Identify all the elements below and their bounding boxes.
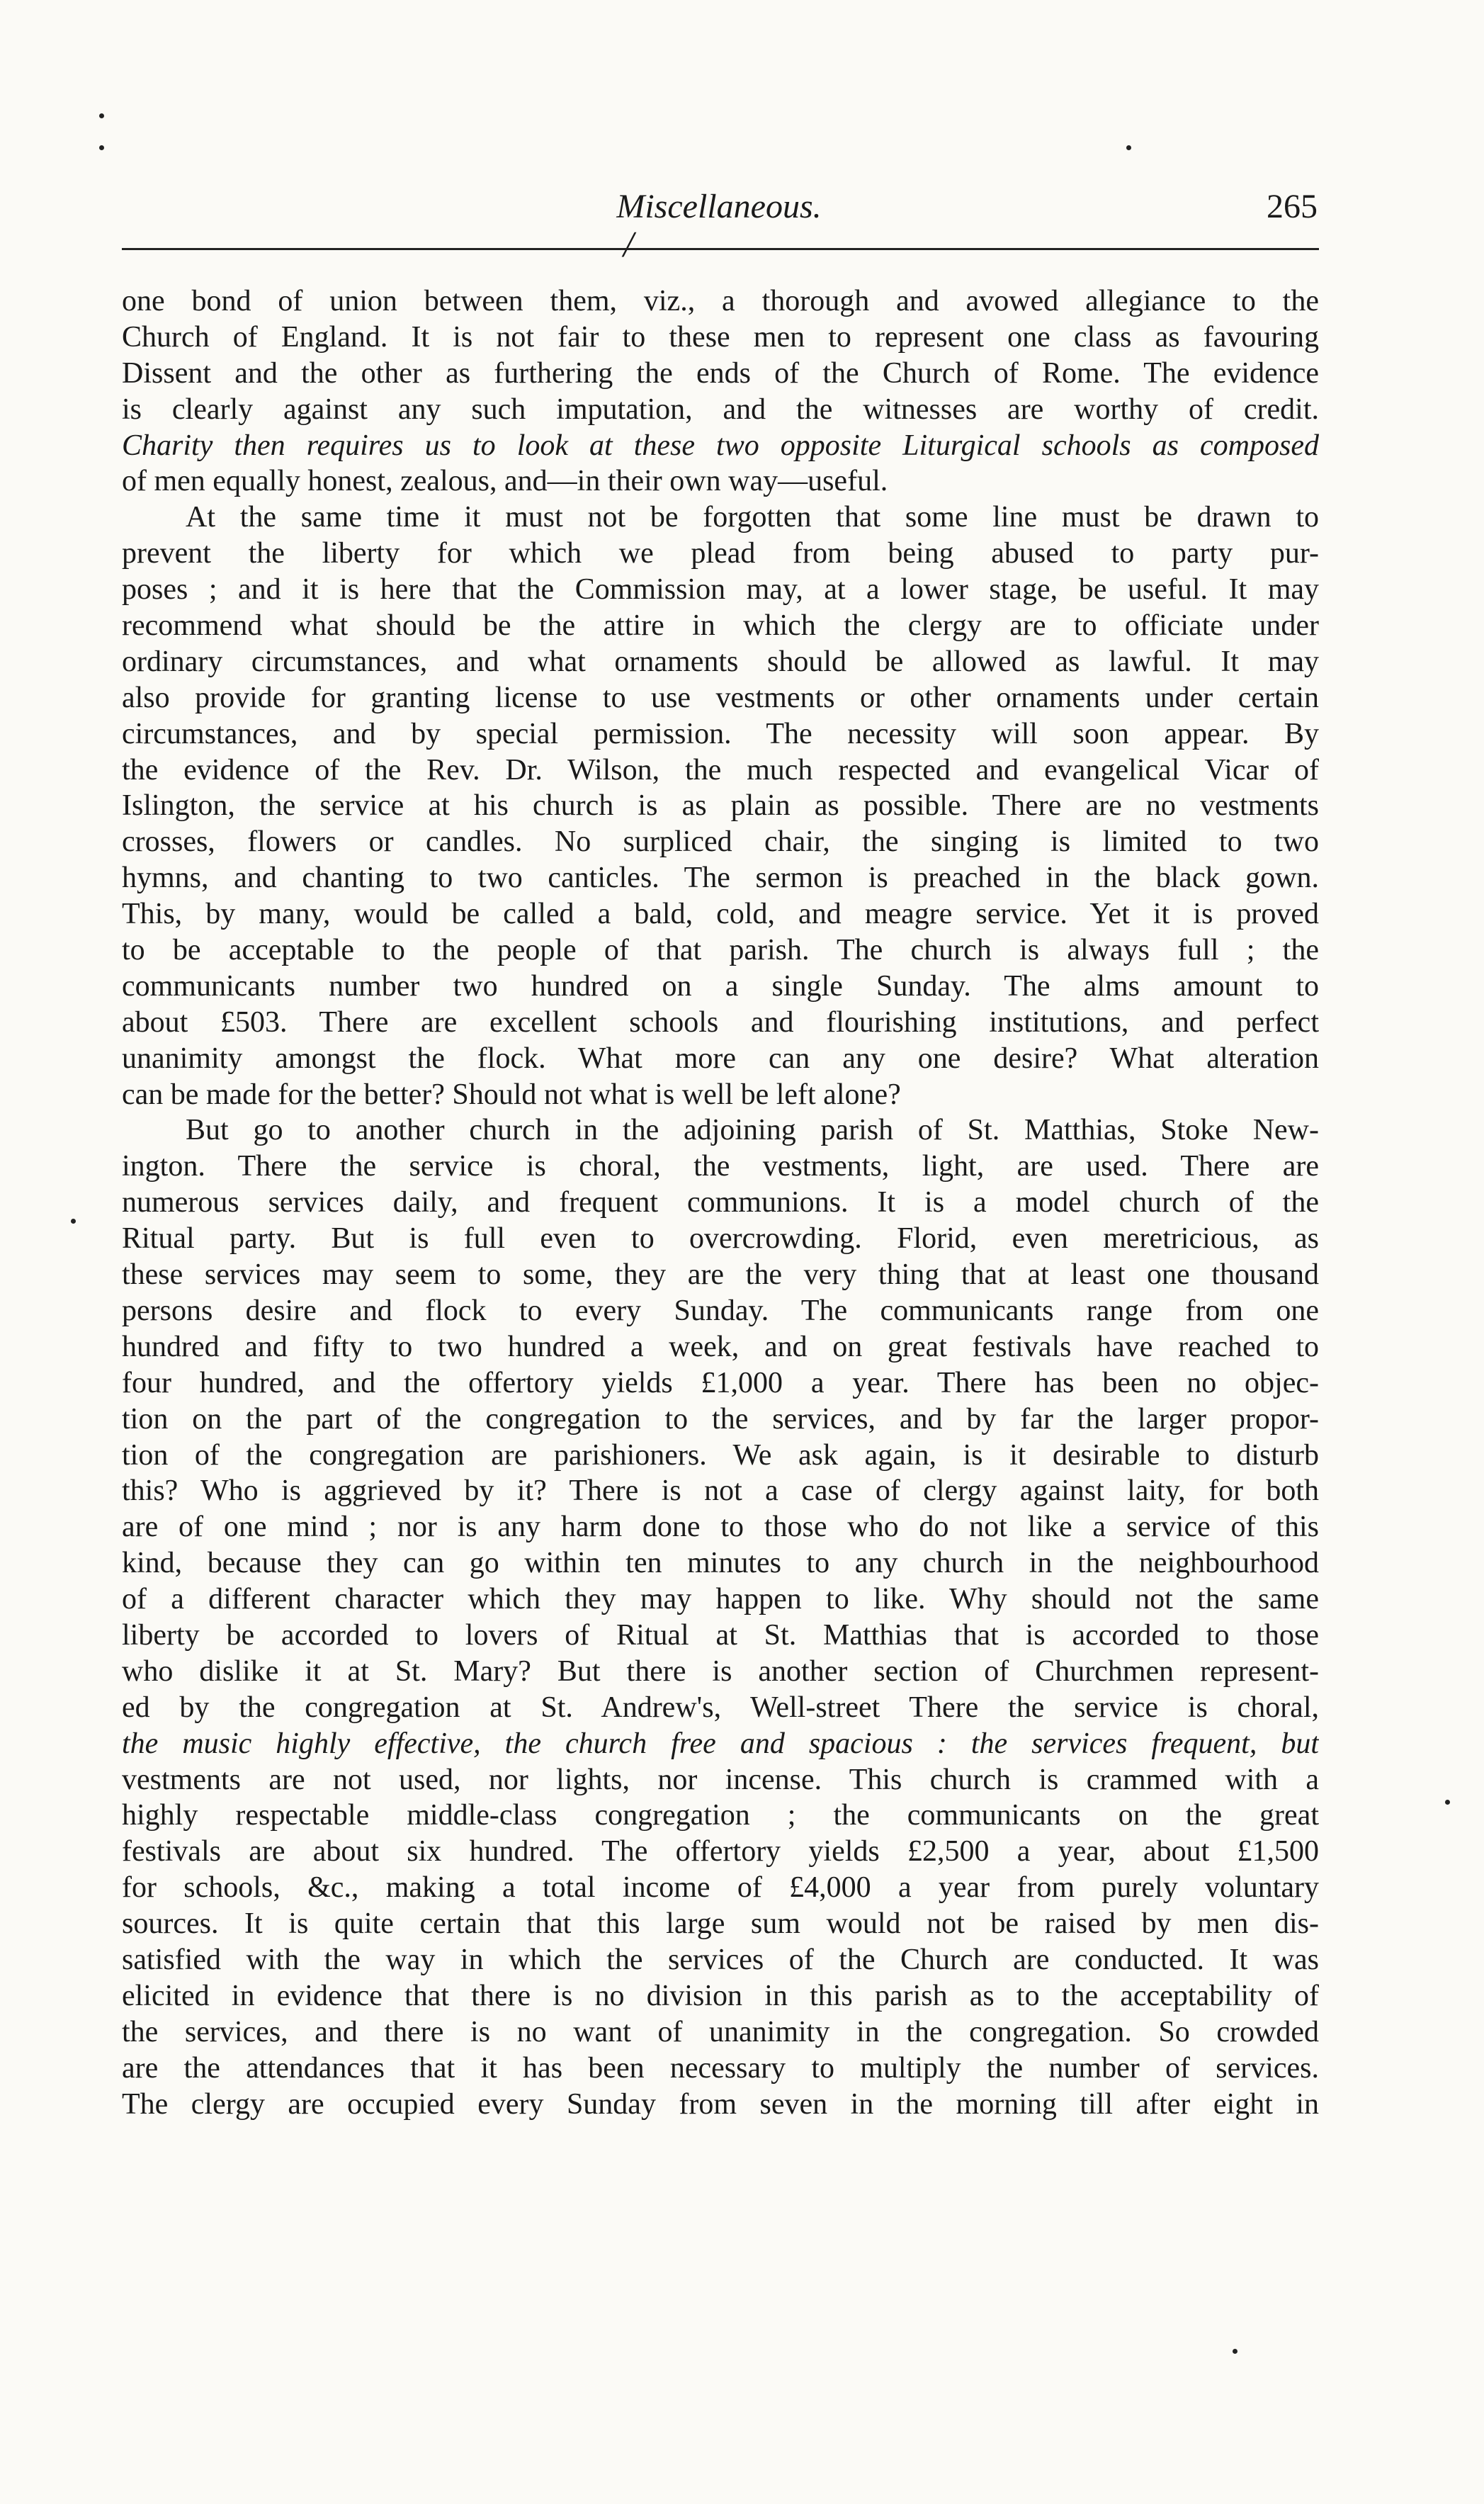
rule-ornament: /: [623, 225, 634, 265]
text-line: Ritual party. But is full even to overcrowding. Florid, even meretricious, as: [122, 1222, 1319, 1256]
text-line: persons desire and flock to every Sunday. The communicants range from one: [122, 1294, 1319, 1327]
text-line: satisfied with the way in which the services of the Church are conducted. It was: [122, 1943, 1319, 1976]
text-line: who dislike it at St. Mary? But there is another section of Churchmen represent-: [122, 1654, 1319, 1688]
text-line: sources. It is quite certain that this large sum would not be raised by men dis-: [122, 1907, 1319, 1941]
text-line: also provide for granting license to use vestments or other ornaments under certain: [122, 681, 1319, 714]
text-line: hymns, and chanting to two canticles. The sermon is preached in the black gown.: [122, 862, 1319, 895]
text-line: hundred and fifty to two hundred a week, and on great festivals have reached to: [122, 1330, 1319, 1363]
body-text: [122, 283, 1319, 2122]
page-number: 265: [1267, 188, 1318, 225]
text-line: tion of the congregation are parishioners. We ask again, is it desirable to disturb: [122, 1438, 1319, 1472]
text-line: elicited in evidence that there is no division in this parish as to the acceptability of: [122, 1979, 1319, 2012]
text-line: At the same time it must not be forgotten that some line must be drawn to: [186, 501, 1319, 534]
text-line: recommend what should be the attire in which the clergy are to officiate under: [122, 609, 1319, 643]
text-line: this? Who is aggrieved by it? There is not a case of clergy against laity, for both: [122, 1474, 1319, 1508]
text-line: ordinary circumstances, and what ornaments should be allowed as lawful. It may: [122, 645, 1319, 678]
text-line: unanimity amongst the flock. What more can any one desire? What alteration: [122, 1042, 1319, 1075]
text-line: communicants number two hundred on a single Sunday. The alms amount to: [122, 969, 1319, 1003]
text-line: Dissent and the other as furthering the ends of the Church of Rome. The evidence: [122, 356, 1319, 390]
text-line: Church of England. It is not fair to these men to represent one class as favouring: [122, 320, 1319, 354]
scan-speck: [1445, 1800, 1450, 1805]
text-line: numerous services daily, and frequent communions. It is a model church of the: [122, 1186, 1319, 1219]
text-line: ington. There the service is choral, the vestments, light, are used. There are: [122, 1150, 1319, 1183]
text-line: highly respectable middle-class congregation ; the communicants on the great: [122, 1799, 1319, 1832]
text-line: the evidence of the Rev. Dr. Wilson, the much respected and evangelical Vicar of: [122, 753, 1319, 786]
text-line: poses ; and it is here that the Commission may, at a lower stage, be useful. It may: [122, 573, 1319, 607]
text-line: one bond of union between them, viz., a thorough and avowed allegiance to the: [122, 285, 1319, 317]
scan-speck: [99, 145, 104, 150]
header-title: Miscellaneous.: [616, 188, 822, 225]
scan-speck: [1126, 145, 1131, 150]
text-line: these services may seem to some, they are the very thing that at least one thousand: [122, 1258, 1319, 1292]
text-line: about £503. There are excellent schools and flourishing institutions, and perfect: [122, 1005, 1319, 1039]
text-line: Charity then requires us to look at these two opposite Liturgical schools as composed: [122, 429, 1319, 462]
scan-speck: [1233, 2349, 1237, 2354]
text-line: for schools, &c., making a total income of £4,000 a year from purely voluntary: [122, 1871, 1319, 1905]
text-line: ed by the congregation at St. Andrew's, Well-street There the service is choral,: [122, 1691, 1319, 1724]
text-line: liberty be accorded to lovers of Ritual at St. Matthias that is accorded to those: [122, 1618, 1319, 1652]
text-line: are of one mind ; nor is any harm done to those who do not like a service of this: [122, 1511, 1319, 1544]
text-line: tion on the part of the congregation to the services, and by far the larger propor-: [122, 1402, 1319, 1436]
text-line: circumstances, and by special permission. The necessity will soon appear. By: [122, 717, 1319, 750]
text-line: are the attendances that it has been necessary to multiply the number of services.: [122, 2051, 1319, 2085]
text-line: can be made for the better? Should not what is well be left alone?: [122, 1078, 901, 1111]
running-header: [120, 186, 1318, 228]
scan-speck: [99, 113, 104, 118]
text-line: the music highly effective, the church free and spacious : the services frequent, but: [122, 1727, 1319, 1760]
text-line: This, by many, would be called a bald, cold, and meagre service. Yet it is proved: [122, 898, 1319, 931]
text-line: prevent the liberty for which we plead from being abused to party pur-: [122, 537, 1319, 570]
text-line: kind, because they can go within ten minutes to any church in the neighbourhood: [122, 1547, 1319, 1580]
text-line: The clergy are occupied every Sunday from seven in the morning till after eight in: [122, 2087, 1319, 2121]
text-line: crosses, flowers or candles. No surpliced chair, the singing is limited to two: [122, 825, 1319, 859]
text-line: to be acceptable to the people of that parish. The church is always full ; the: [122, 934, 1319, 967]
text-line: of a different character which they may happen to like. Why should not the same: [122, 1583, 1319, 1616]
text-line: four hundred, and the offertory yields £1,000 a year. There has been no objec-: [122, 1366, 1319, 1399]
text-line: vestments are not used, nor lights, nor incense. This church is crammed with a: [122, 1763, 1319, 1796]
scan-speck: [71, 1219, 76, 1224]
header-rule: [122, 248, 1319, 250]
text-line: Islington, the service at his church is as plain as possible. There are no vestments: [122, 789, 1319, 823]
text-line: is clearly against any such imputation, and the witnesses are worthy of credit.: [122, 393, 1319, 426]
text-line: the services, and there is no want of unanimity in the congregation. So crowded: [122, 2015, 1319, 2048]
text-line: festivals are about six hundred. The offertory yields £2,500 a year, about £1,500: [122, 1835, 1319, 1868]
text-line: But go to another church in the adjoining parish of St. Matthias, Stoke New-: [186, 1114, 1319, 1147]
text-line: of men equally honest, zealous, and—in their own way—useful.: [122, 465, 888, 498]
